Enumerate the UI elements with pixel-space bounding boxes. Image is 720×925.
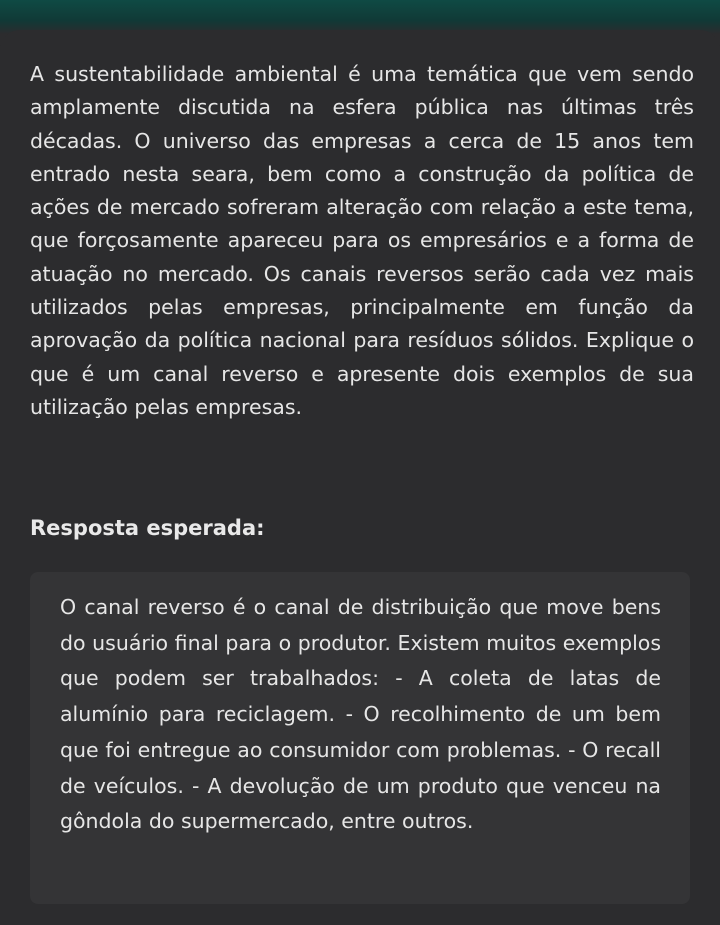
answer-heading: Resposta esperada: <box>30 516 265 540</box>
question-text: A sustentabilidade ambiental é uma temática que vem sendo amplamente discutida na esfera pública nas últimas três décadas. O universo das empresas a cerca de 15 anos tem entrado nesta seara, bem como a construção da política de ações de mercado sofreram alteração com relação a este tema, que forçosamente apareceu para os empresários e a forma de atuação no mercado. Os canais reversos serão cada vez mais utilizados pelas empresas, principalmente em função da aprovação da política nacional para resíduos sólidos. Explique o que é um canal reverso e apresente dois exemplos de sua utilização pelas empresas. <box>30 62 694 419</box>
answer-box <box>30 572 690 904</box>
answer-text: O canal reverso é o canal de distribuição que move bens do usuário final para o produtor. Existem muitos exemplos que podem ser trabalhados: - A coleta de latas de alumínio para reciclagem. - O recolhimento de um bem que foi entregue ao consumidor com problemas. - O recall de veículos. - A devolução de um produto que venceu na gôndola do supermercado, entre outros. <box>60 595 661 834</box>
